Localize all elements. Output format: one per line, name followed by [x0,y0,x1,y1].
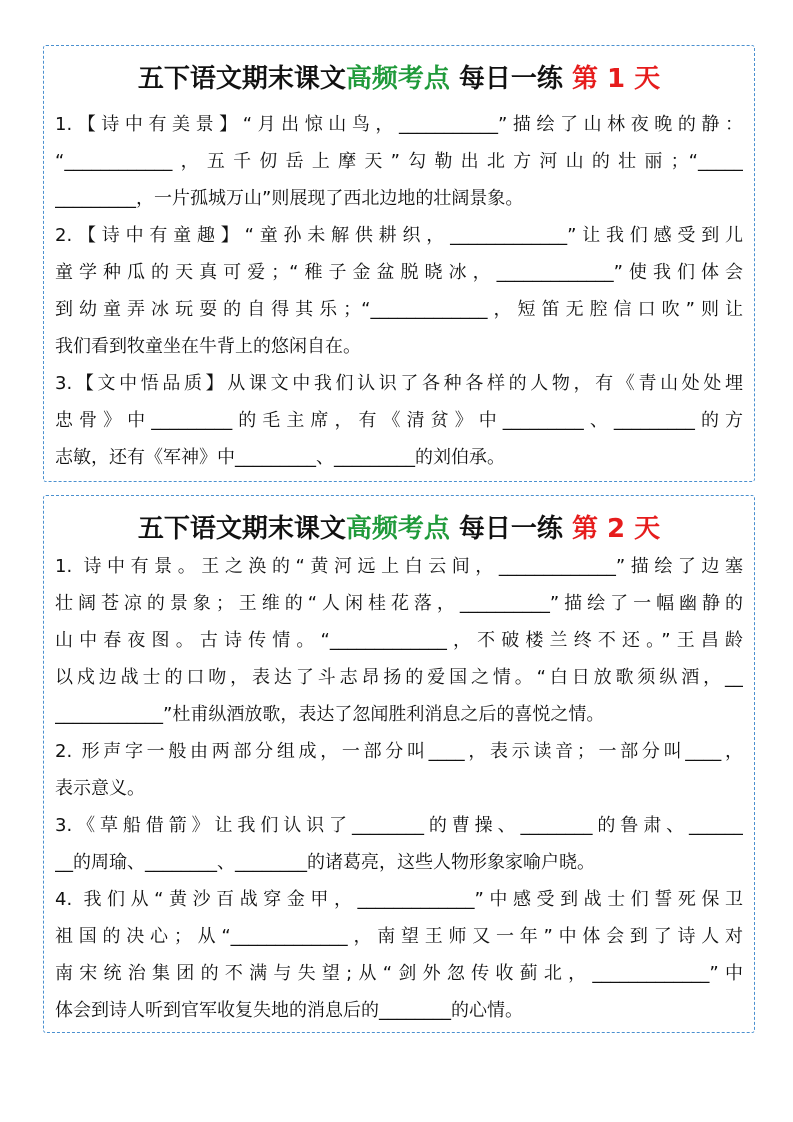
title-day-number: 第 2 天 [571,514,661,544]
text-line: 4. 我们从“黄沙百战穿金甲，_____________”中感受到战士们誓死保卫 [55,889,743,910]
day1-title [44,58,754,94]
text-line: 体会到诗人听到官军收复失地的消息后的________的心情。 [55,1000,523,1021]
text-line: __的周瑜、________、________的诸葛亮，这些人物形象家喻户晓。 [55,852,595,873]
text-line: 我们看到牧童坐在牛背上的悠闲自在。 [55,336,361,357]
text-line: 1.【诗中有美景】“月出惊山鸟，___________”描绘了山林夜晚的静： [55,114,743,135]
day2-title [44,508,754,544]
text-line: ____________”杜甫纵酒放歌，表达了忽闻胜利消息之后的喜悦之情。 [55,704,605,725]
title-day-number: 第 1 天 [571,64,661,94]
title-text: 五下语文期末课文 [137,514,346,544]
title-highlight: 高频考点 [345,514,450,544]
title-daily-practice: 每日一练 [449,64,572,94]
text-line: 到幼童弄冰玩耍的自得其乐；“_____________，短笛无腔信口吹”则让 [55,299,743,320]
title-highlight: 高频考点 [345,64,450,94]
text-line: 南宋统治集团的不满与失望;从“剑外忽传收蓟北，_____________”中 [55,963,743,984]
title-text: 五下语文期末课文 [137,64,346,94]
text-line: 表示意义。 [55,778,145,799]
text-line: 祖国的决心；从“_____________，南望王师又一年”中体会到了诗人对 [55,926,743,947]
text-line: 2.【诗中有童趣】“童孙未解供耕织，_____________”让我们感受到儿 [55,225,743,246]
text-line: “____________，五千仞岳上摩天”勾勒出北方河山的壮丽；“_____ [55,151,743,172]
text-line: 3.【文中悟品质】从课文中我们认识了各种各样的人物，有《青山处处埋 [55,373,743,394]
title-daily-practice: 每日一练 [449,514,572,544]
text-line: 山中春夜图。古诗传情。“_____________，不破楼兰终不还。”王昌龄 [55,630,743,651]
day2-section [43,495,755,1033]
text-line: 志敏，还有《军神》中_________、_________的刘伯承。 [55,447,505,468]
text-line: 童学种瓜的天真可爱；“稚子金盆脱晓冰，_____________”使我们体会 [55,262,743,283]
text-line: 以戍边战士的口吻，表达了斗志昂扬的爱国之情。“白日放歌须纵酒，__ [55,667,743,688]
text-line: 2. 形声字一般由两部分组成，一部分叫____，表示读音；一部分叫____， [55,741,743,762]
text-line: _________，一片孤城万山”则展现了西北边地的壮阔景象。 [55,188,524,209]
text-line: 壮阔苍凉的景象；王维的“人闲桂花落，__________”描绘了一幅幽静的 [55,593,743,614]
day1-section [43,45,755,482]
text-line: 忠骨》中_________的毛主席，有《清贫》中_________、_________的方 [55,410,743,431]
text-line: 3.《草船借箭》让我们认识了________的曹操、________的鲁肃、______ [55,815,743,836]
text-line: 1. 诗中有景。王之涣的“黄河远上白云间，_____________”描绘了边塞 [55,556,743,577]
